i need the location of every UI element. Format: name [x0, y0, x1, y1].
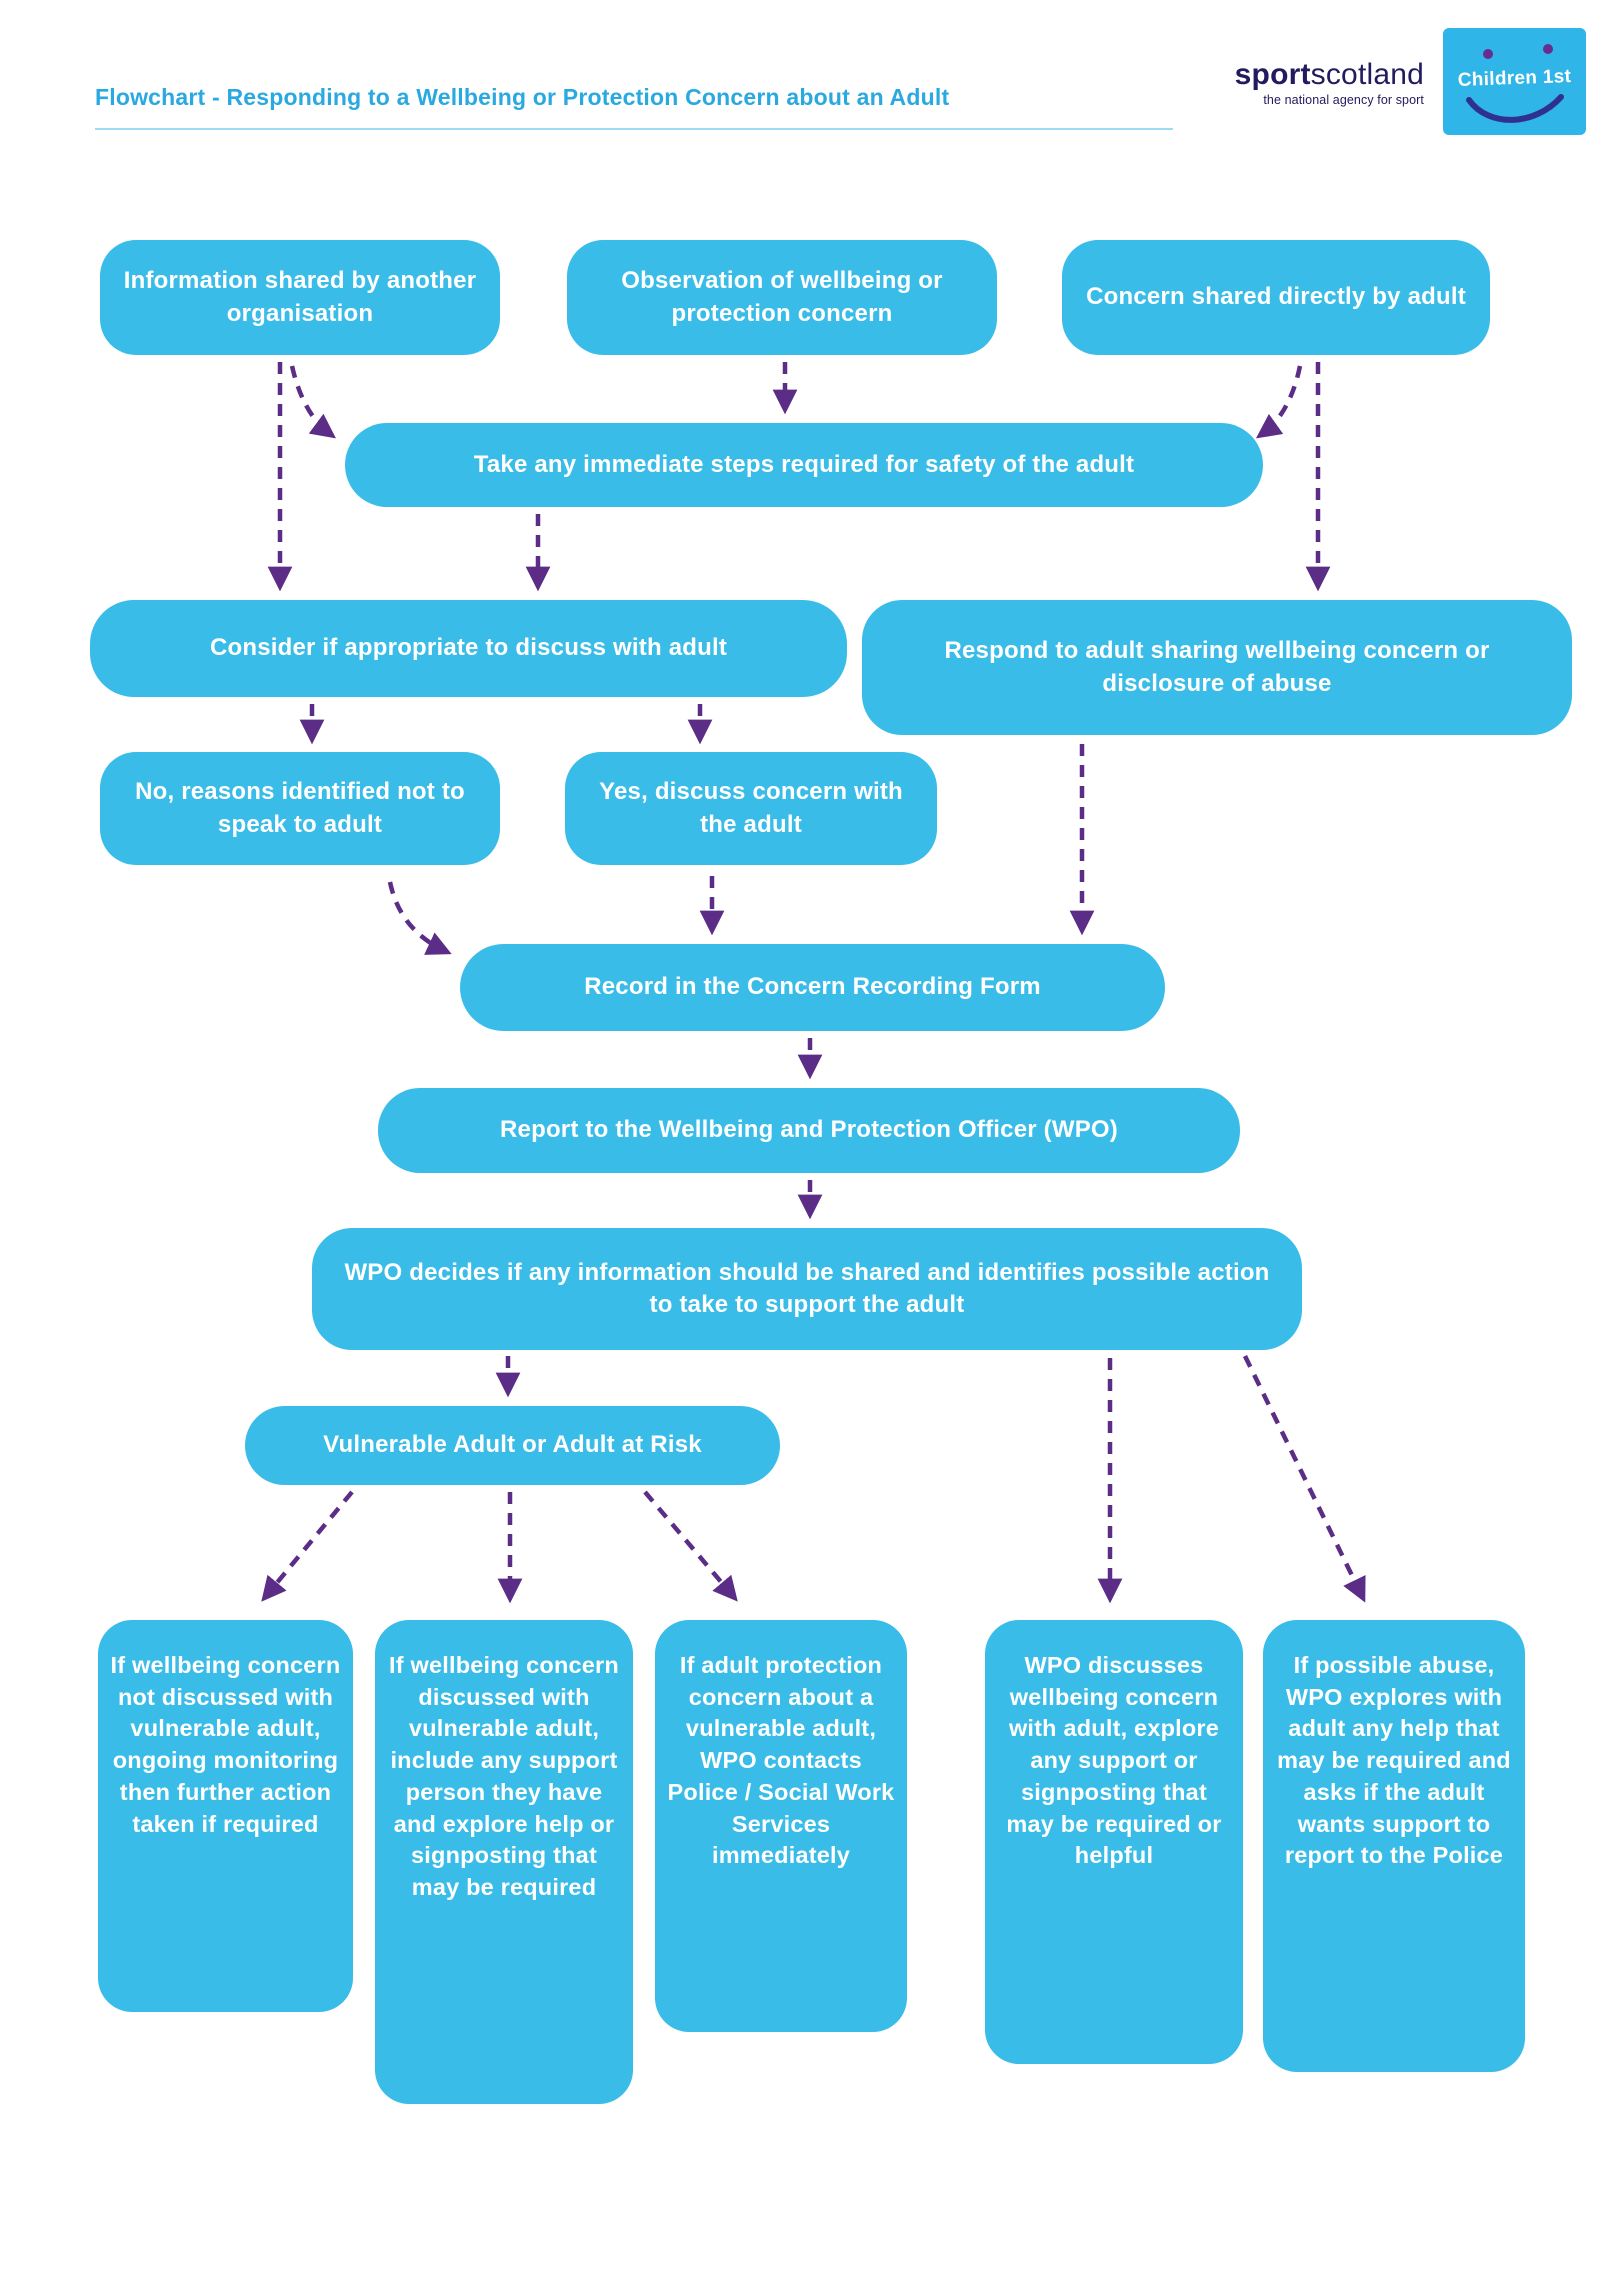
children1st-wordmark: Children 1st [1457, 66, 1572, 91]
arrow-vulnerable-to-monitoring [266, 1492, 352, 1596]
node-label: Record in the Concern Recording Form [584, 973, 1041, 1001]
node-label: WPO decides if any information should be shared and identifies possible action to take to support the adult [344, 1258, 1270, 1318]
sportscotland-wordmark [1208, 58, 1424, 92]
node-label: Respond to adult sharing wellbeing concern or disclosure of abuse [944, 637, 1490, 697]
node-label: Take any immediate steps required for safety of the adult [473, 450, 1135, 478]
children1st-eye-icon [1483, 49, 1493, 59]
node-label: Report to the Wellbeing and Protection Officer (WPO) [500, 1116, 1118, 1144]
node-outcome-discussed [375, 1620, 633, 2104]
node-label: Concern shared directly by adult [1086, 283, 1466, 311]
node-label: Information shared by another organisation [123, 267, 477, 327]
node-yes-discuss [565, 752, 937, 865]
arrow-wpo-to-possible-abuse [1245, 1356, 1362, 1596]
node-label: If wellbeing concern not discussed with vulnerable adult, ongoing monitoring then further action taken if required [110, 1652, 341, 1837]
node-label: No, reasons identified not to speak to adult [135, 778, 465, 838]
node-outcome-wpo-discusses [985, 1620, 1243, 2064]
arrow-vulnerable-to-protection [645, 1492, 733, 1596]
arrow-no-to-record [390, 882, 445, 951]
node-outcome-protection [655, 1620, 907, 2032]
node-report-wpo [378, 1088, 1240, 1173]
sportscotland-tagline: the national agency for sport [1263, 93, 1424, 107]
node-outcome-monitoring [98, 1620, 353, 2012]
node-respond-adult [862, 600, 1572, 735]
arrow-concern-to-immediate [1262, 366, 1300, 434]
page-title: Flowchart - Responding to a Wellbeing or Protection Concern about an Adult [95, 84, 950, 110]
sportscotland-bold: sport [1234, 58, 1311, 91]
sportscotland-logo [1208, 58, 1424, 107]
arrow-info-to-immediate [292, 366, 330, 434]
node-label: Yes, discuss concern with the adult [599, 778, 903, 838]
node-observation [567, 240, 997, 355]
node-info-shared [100, 240, 500, 355]
sportscotland-regular: scotland [1310, 58, 1424, 91]
children1st-logo [1443, 28, 1586, 135]
node-label: If wellbeing concern discussed with vulnerable adult, include any support person they have and explore help or signposting that may be required [389, 1652, 619, 1901]
children1st-eye-icon [1543, 44, 1553, 54]
node-outcome-possible-abuse [1263, 1620, 1525, 2072]
node-concern-direct [1062, 240, 1490, 355]
node-label: Vulnerable Adult or Adult at Risk [323, 1431, 702, 1459]
title-underline [95, 128, 1173, 130]
node-record-form [460, 944, 1165, 1031]
children1st-smile-icon [1461, 94, 1569, 130]
node-label: If possible abuse, WPO explores with adult any help that may be required and asks if the adult wants support to report to the Police [1277, 1652, 1511, 1869]
node-wpo-decides [312, 1228, 1302, 1350]
node-immediate-steps [345, 423, 1263, 507]
node-label: Consider if appropriate to discuss with adult [209, 634, 728, 662]
node-label: If adult protection concern about a vulnerable adult, WPO contacts Police / Social Work Services immediately [667, 1652, 895, 1869]
node-label: WPO discusses wellbeing concern with adult, explore any support or signposting that may be required or helpful [1006, 1652, 1222, 1869]
node-vulnerable-adult [245, 1406, 780, 1485]
node-no-reasons [100, 752, 500, 865]
node-consider-discuss [90, 600, 847, 697]
node-label: Observation of wellbeing or protection concern [621, 267, 943, 327]
